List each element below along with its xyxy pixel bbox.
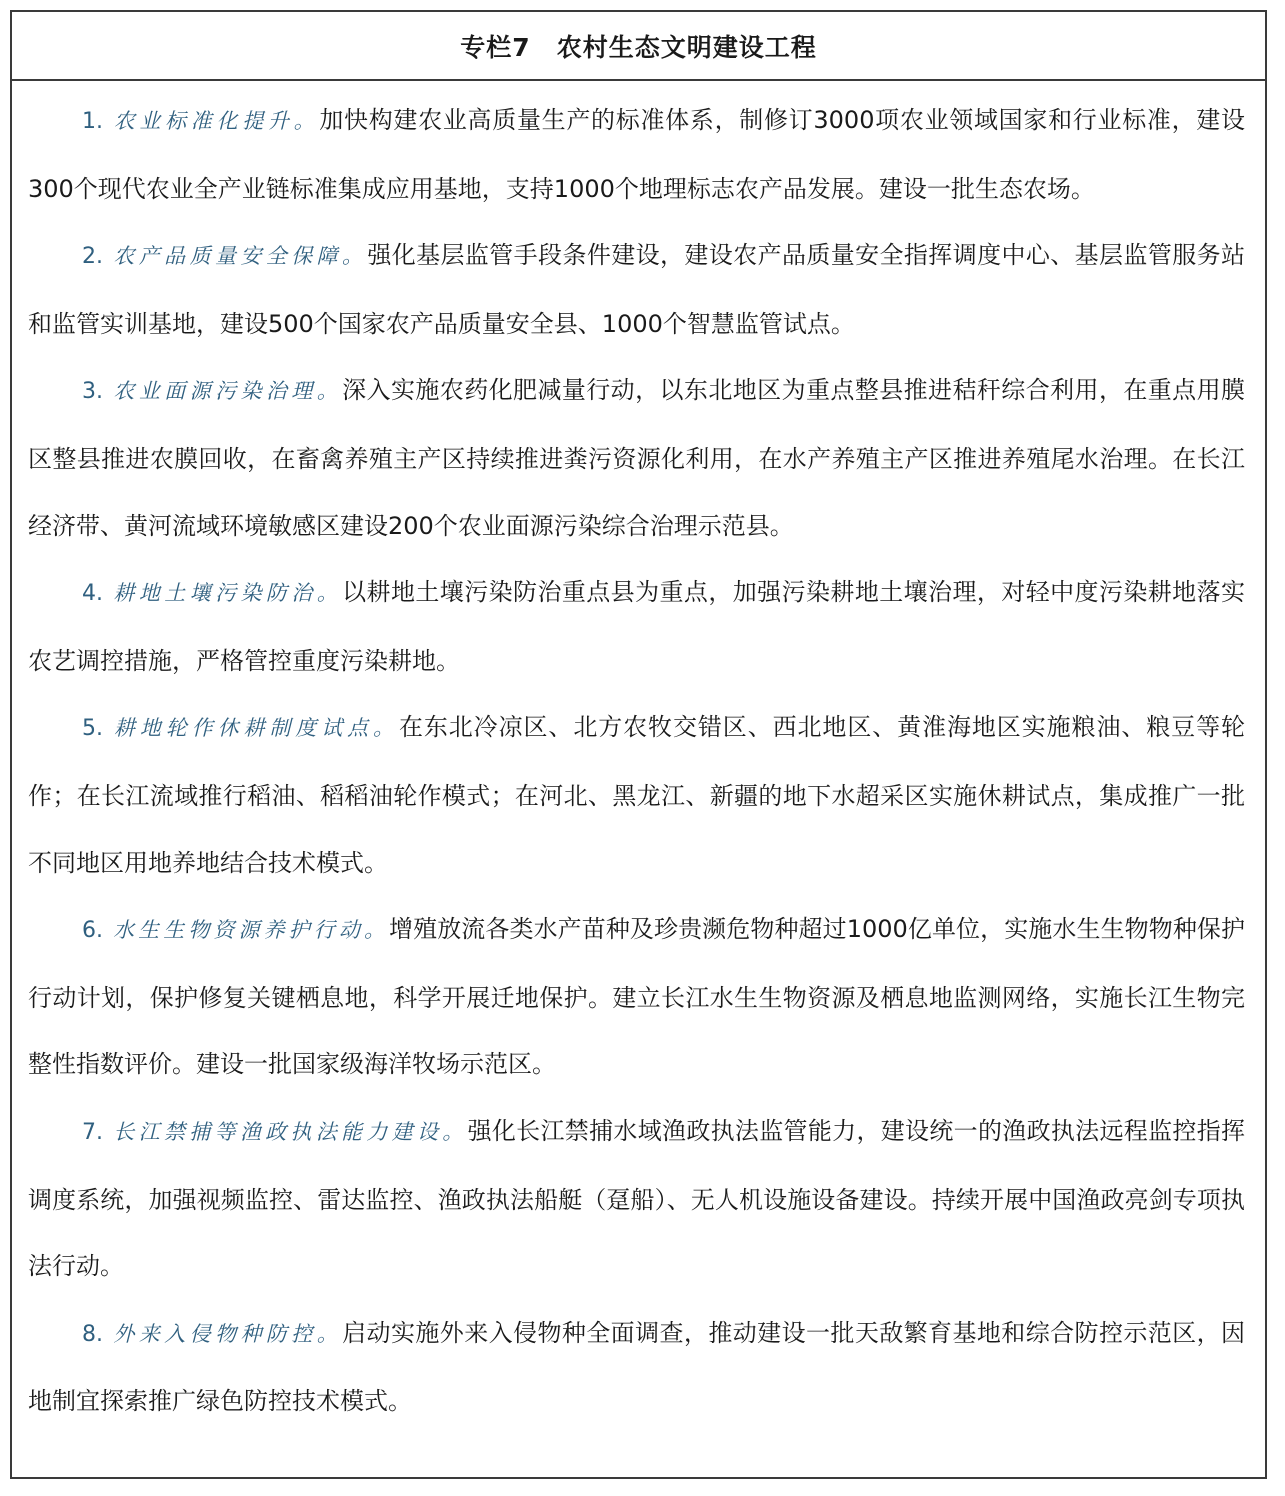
column-box (10, 10, 1267, 1479)
list-item (28, 222, 1245, 357)
item-heading: 农产品质量安全保障。 (113, 244, 368, 269)
item-body: 以耕地土壤污染防治重点县为重点，加强污染耕地土壤治理，对轻中度污染耕地落实农艺调控措施，严格管控重度污染耕地。 (28, 578, 1246, 675)
column-title-text: 农村生态文明建设工程 (556, 32, 817, 62)
item-heading: 农业面源污染治理。 (113, 379, 343, 404)
item-heading: 耕地土壤污染防治。 (113, 581, 343, 606)
item-body: 加快构建农业高质量生产的标准体系，制修订3000项农业领域国家和行业标准，建设300个现代农业全产业链标准集成应用基地，支持1000个地理标志农产品发展。建设一批生态农场。 (28, 106, 1246, 203)
column-label: 专栏7 (460, 32, 531, 62)
item-heading: 农业标准化提升。 (113, 109, 320, 133)
item-body: 增殖放流各类水产苗种及珍贵濒危物种超过1000亿单位，实施水生生物物种保护行动计划，保护修复关键栖息地，科学开展迁地保护。建立长江水生生物资源及栖息地监测网络，实施长江生物完整性指数评价。建设一批国家级海洋牧场示范区。 (28, 915, 1245, 1079)
item-heading: 耕地轮作休耕制度试点。 (113, 716, 399, 741)
list-item (28, 896, 1245, 1098)
list-item (28, 1098, 1245, 1300)
item-heading: 外来入侵物种防控。 (113, 1321, 343, 1346)
item-heading: 水生生物资源养护行动。 (113, 918, 390, 943)
column-title (460, 28, 816, 64)
list-item (28, 357, 1245, 559)
item-body: 强化基层监管手段条件建设，建设农产品质量安全指挥调度中心、基层监管服务站和监管实训基地，建设500个国家农产品质量安全县、1000个智慧监管试点。 (28, 241, 1246, 338)
item-number: 2. (82, 244, 103, 270)
list-item (28, 559, 1245, 694)
list-item (28, 694, 1245, 896)
item-number: 7. (82, 1119, 103, 1145)
item-body: 在东北冷凉区、北方农牧交错区、西北地区、黄淮海地区实施粮油、粮豆等轮作；在长江流域推行稻油、稻稻油轮作模式；在河北、黑龙江、新疆的地下水超采区实施休耕试点，集成推广一批不同地区用地养地结合技术模式。 (28, 713, 1246, 877)
item-body: 深入实施农药化肥减量行动，以东北地区为重点整县推进秸秆综合利用，在重点用膜区整县推进农膜回收，在畜禽养殖主产区持续推进粪污资源化利用，在水产养殖主产区推进养殖尾水治理。在长江经济带、黄河流域环境敏感区建设200个农业面源污染综合治理示范县。 (28, 376, 1246, 540)
list-item (28, 1300, 1245, 1435)
item-number: 6. (82, 918, 103, 944)
item-body: 启动实施外来入侵物种全面调查，推动建设一批天敌繁育基地和综合防控示范区，因地制宜探索推广绿色防控技术模式。 (28, 1318, 1246, 1416)
item-number: 8. (82, 1321, 103, 1347)
item-body: 强化长江禁捕水域渔政执法监管能力，建设统一的渔政执法远程监控指挥调度系统，加强视频监控、雷达监控、渔政执法船艇（趸船）、无人机设施设备建设。持续开展中国渔政亮剑专项执法行动。 (28, 1116, 1246, 1281)
title-row (12, 12, 1265, 81)
item-number: 4. (82, 581, 103, 607)
item-number: 5. (82, 716, 103, 742)
item-number: 1. (82, 109, 103, 134)
item-heading: 长江禁捕等渔政执法能力建设。 (113, 1119, 468, 1144)
list-item (28, 87, 1245, 222)
item-number: 3. (82, 379, 103, 405)
column-content (12, 81, 1265, 1435)
